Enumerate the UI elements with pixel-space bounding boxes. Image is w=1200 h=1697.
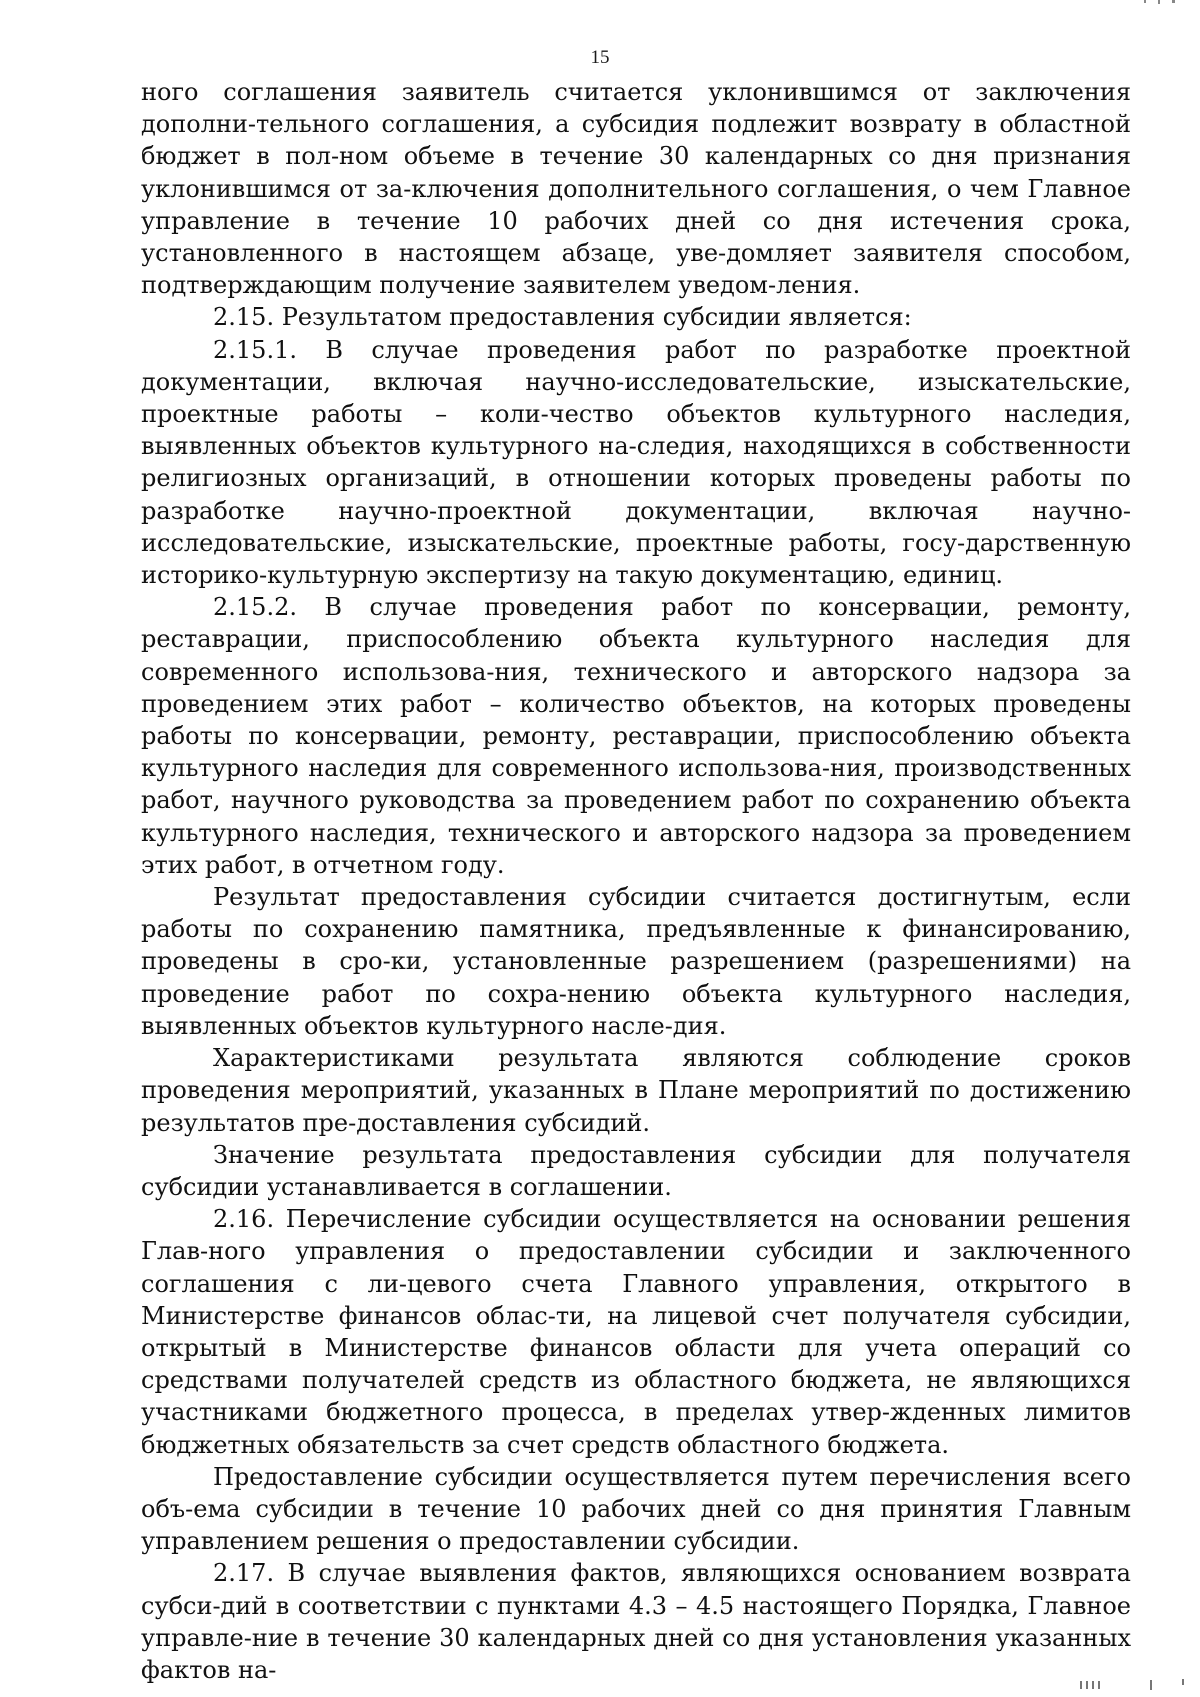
paragraph-2-16: 2.16. Перечисление субсидии осуществляется на основании решения Глав-ного управления о предоставлении субсидии и заключенного соглашения с ли-цевого счета Главного управления, открытого в Министерстве финансов облас-ти, на лицевой счет получателя субсидии, открытый в Министерстве финансов области для учета операций со средствами получателей средств из областного бюджета, не являющихся участниками бюджетного процесса, в пределах утвер-жденных лимитов бюджетных обязательств за счет средств областного бюджета. [141, 1205, 1131, 1459]
paragraph-continuation: ного соглашения заявитель считается уклонившимся от заключения дополни-тельного соглашения, а субсидия подлежит возврату в областной бюджет в пол-ном объеме в течение 30 календарных со дня признания уклонившимся от за-ключения дополнительного соглашения, о чем Главное управление в течение 10 рабочих дней со дня истечения срока, установленного в настоящем абзаце, уве-домляет заявителя способом, подтверждающим получение заявителем уведом-ления. [141, 78, 1131, 300]
scan-artifact-top [1136, 0, 1186, 6]
paragraph-subsidy-transfer: Предоставление субсидии осуществляется путем перечисления всего объ-ема субсидии в течение 10 рабочих дней со дня принятия Главным управлением решения о предоставлении субсидии. [141, 1462, 1131, 1556]
paragraph-2-15: 2.15. Результатом предоставления субсидии является: [213, 303, 912, 332]
paragraph-2-17: 2.17. В случае выявления фактов, являющихся основанием возврата субси-дий в соответствии с пунктами 4.3 – 4.5 настоящего Порядка, Главное управле-ние в течение 30 календарных дней со дня установления указанных фактов на- [141, 1559, 1131, 1684]
document-body [141, 76, 1131, 1686]
paragraph-result-value: Значение результата предоставления субсидии для получателя субсидии устанавливается в соглашении. [141, 1140, 1131, 1201]
page-number: 15 [590, 47, 610, 68]
paragraph-2-15-2: 2.15.2. В случае проведения работ по консервации, ремонту, реставрации, приспособлению объекта культурного наследия для современного использова-ния, технического и авторского надзора за проведением этих работ – количество объектов, на которых проведены работы по консервации, ремонту, реставрации, приспособлению объекта культурного наследия для современного использова-ния, производственных работ, научного руководства за проведением работ по сохранению объекта культурного наследия, технического и авторского надзора за проведением этих работ, в отчетном году. [141, 593, 1131, 879]
paragraph-2-15-1: 2.15.1. В случае проведения работ по разработке проектной документации, включая научно-исследовательские, изыскательские, проектные работы – коли-чество объектов культурного наследия, выявленных объектов культурного на-следия, находящихся в собственности религиозных организаций, в отношении которых проведены работы по разработке научно-проектной документации, включая научно-исследовательские, изыскательские, проектные работы, госу-дарственную историко-культурную экспертизу на такую документацию, единиц. [141, 335, 1131, 590]
paragraph-result-achieved: Результат предоставления субсидии считается достигнутым, если работы по сохранению памятника, предъявленные к финансированию, проведены в сро-ки, установленные разрешением (разрешениями) на проведение работ по сохра-нению объекта культурного наследия, выявленных объектов культурного насле-дия. [141, 883, 1131, 1040]
paragraph-result-characteristics: Характеристиками результата являются соблюдение сроков проведения мероприятий, указанных в Плане мероприятий по достижению результатов пре-доставления субсидий. [141, 1044, 1131, 1137]
scan-artifact-bottom [1070, 1679, 1190, 1691]
